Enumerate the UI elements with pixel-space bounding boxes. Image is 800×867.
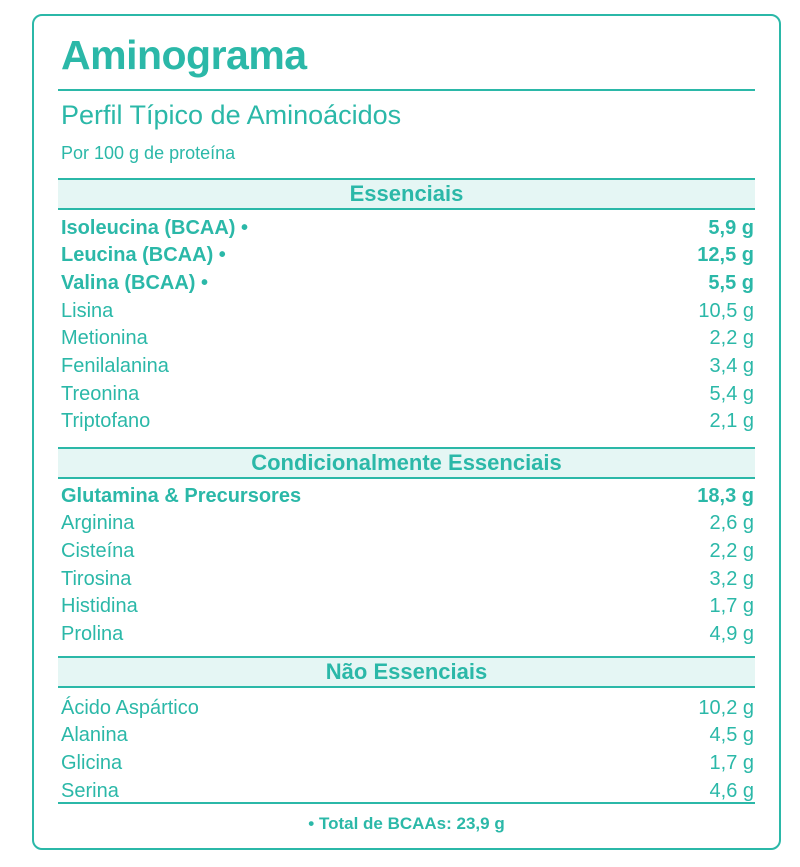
nutrient-value: 4,6 g [709,779,754,802]
nutrient-label: Serina [61,779,119,802]
nutrient-value: 18,3 g [697,484,754,507]
nutrient-value: 3,2 g [709,567,754,590]
nutrient-value: 5,4 g [709,382,754,405]
nutrient-row [61,722,754,750]
subtitle: Perfil Típico de Aminoácidos [61,100,402,130]
nutrient-value: 5,9 g [708,216,754,239]
nutrient-row [61,593,754,621]
nutrient-label: Arginina [61,512,135,535]
nutrient-row [61,242,754,270]
aminogram-card [32,14,781,850]
nutrient-label: Prolina [61,623,124,645]
nutrient-value: 10,2 g [698,696,754,719]
nutrient-row [61,353,754,381]
nutrient-value: 3,4 g [709,355,754,377]
section-header-condicionalmente-essenciais: Condicionalmente Essenciais [58,447,755,479]
section-header-nao-essenciais: Não Essenciais [58,656,755,688]
nutrient-row [61,537,754,565]
nutrient-row [61,510,754,538]
nutrient-row [61,325,754,353]
nutrient-row [61,694,754,722]
nutrient-row [61,380,754,408]
nutrient-label: Glicina [61,751,123,774]
nutrient-row [61,269,754,297]
nutrient-label: Fenilalanina [61,355,169,377]
nutrient-value: 2,2 g [709,539,754,562]
nutrient-value: 4,5 g [709,724,754,747]
nutrient-label: Tirosina [61,567,132,590]
nutrient-value: 2,6 g [709,512,754,535]
page-title: Aminograma [61,32,307,78]
nutrient-value: 12,5 g [697,244,754,267]
nutrient-label: Treonina [61,382,140,405]
nutrient-label: Metionina [61,327,148,350]
nutrient-value: 1,7 g [709,595,754,618]
nutrient-row [61,621,754,649]
nutrient-row [61,297,754,325]
nutrient-label: Cisteína [61,539,135,562]
nutrient-row [61,482,754,510]
nutrient-row [61,565,754,593]
section-header-essenciais: Essenciais [58,178,755,210]
nutrient-value: 10,5 g [698,299,754,322]
footer-divider [58,802,755,804]
serving-basis: Por 100 g de proteína [61,143,236,163]
bcaa-total: • Total de BCAAs: 23,9 g [308,814,505,833]
nutrient-value: 4,9 g [709,623,754,645]
nutrient-label: Leucina (BCAA) • [61,244,226,267]
title-divider [58,89,755,91]
nutrient-label: Ácido Aspártico [61,696,199,719]
nutrient-label: Histidina [61,595,138,618]
nutrient-row [61,214,754,242]
nutrient-label: Lisina [61,299,114,322]
nutrient-label: Glutamina & Precursores [61,484,302,507]
nutrient-value: 2,2 g [709,327,754,350]
nutrient-row [61,777,754,805]
nutrient-label: Triptofano [61,410,151,433]
nutrient-label: Valina (BCAA) • [61,271,209,294]
nutrient-value: 1,7 g [709,751,754,774]
nutrient-value: 2,1 g [709,410,754,433]
nutrient-value: 5,5 g [708,271,754,294]
nutrient-row [61,408,754,436]
nutrient-label: Isoleucina (BCAA) • [61,216,249,239]
nutrient-row [61,749,754,777]
nutrient-label: Alanina [61,724,128,747]
